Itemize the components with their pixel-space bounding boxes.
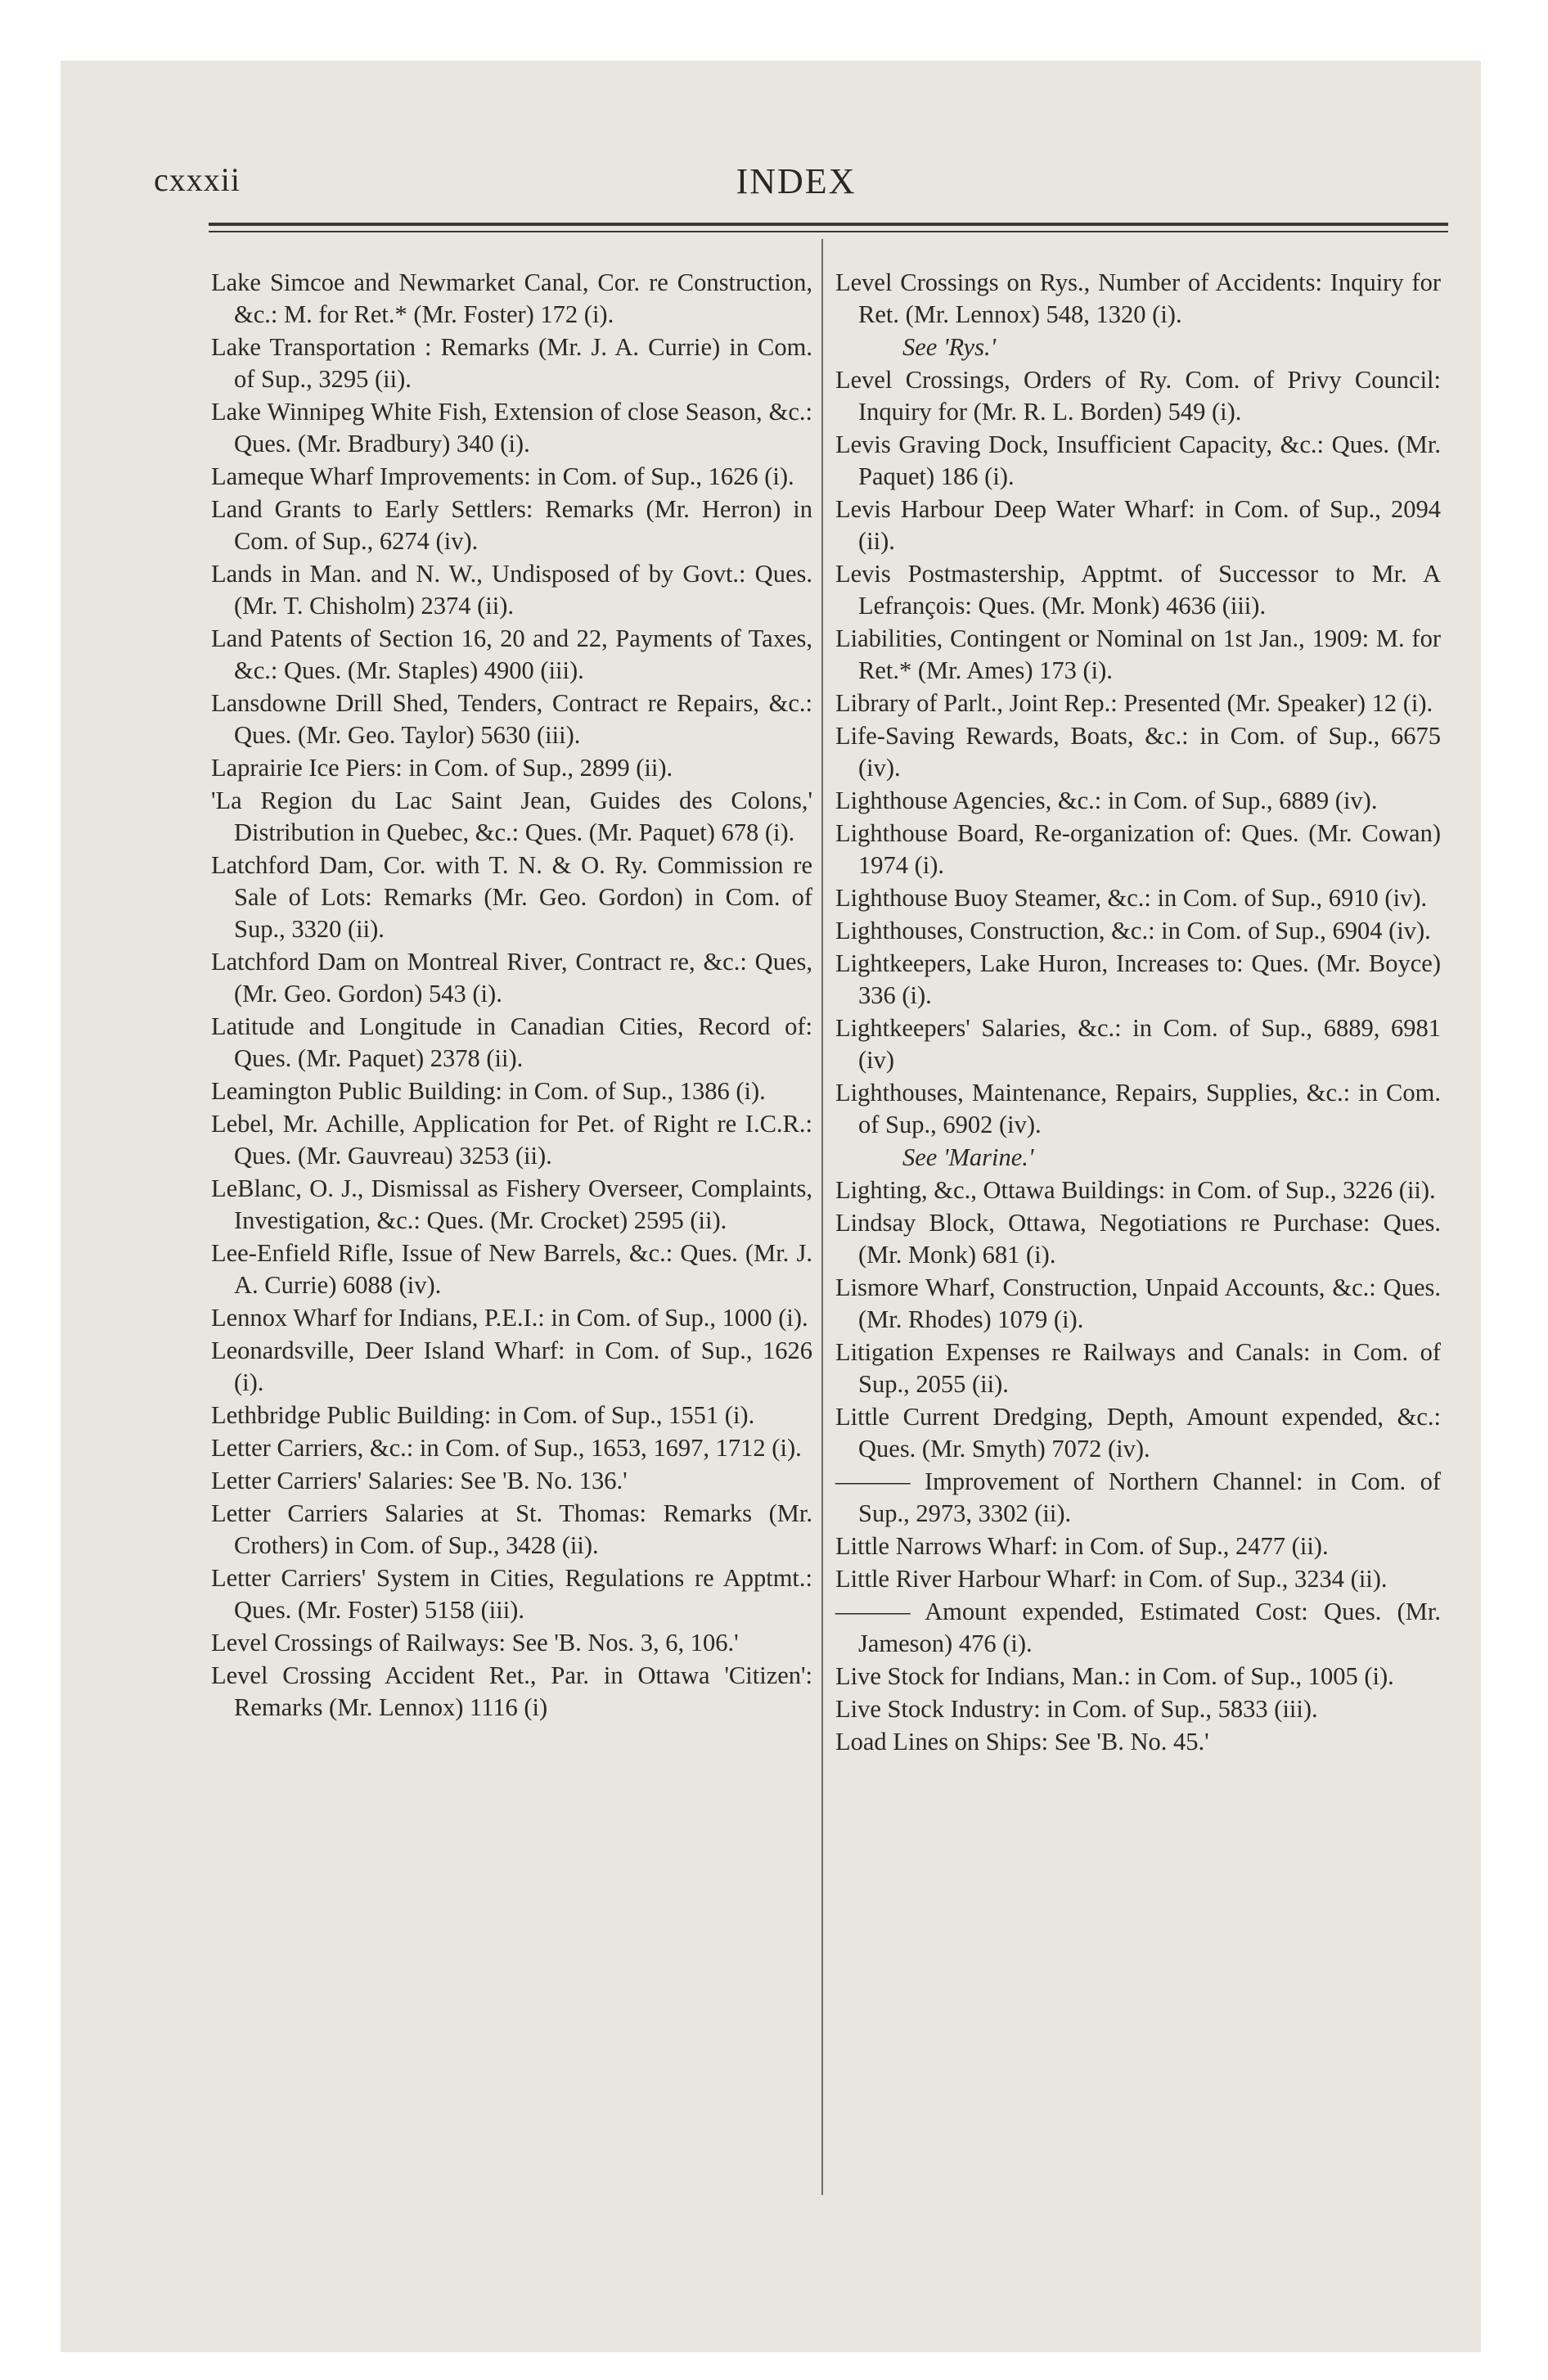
index-entry: Lighthouses, Maintenance, Repairs, Supplies, &c.: in Com. of Sup., 6902 (iv). bbox=[835, 1079, 1441, 1138]
cross-reference: See 'Rys.' bbox=[902, 333, 997, 361]
index-entry: Leonardsville, Deer Island Wharf: in Com. of Sup., 1626 (i). bbox=[211, 1336, 812, 1396]
index-entry: Life-Saving Rewards, Boats, &c.: in Com. of Sup., 6675 (iv). bbox=[835, 722, 1441, 782]
index-entry: Lennox Wharf for Indians, P.E.I.: in Com. of Sup., 1000 (i). bbox=[211, 1304, 808, 1332]
index-entry: Liabilities, Contingent or Nominal on 1st Jan., 1909: M. for Ret.* (Mr. Ames) 173 (i). bbox=[835, 624, 1441, 684]
index-entry: Letter Carriers' Salaries: See 'B. No. 136.' bbox=[211, 1467, 628, 1494]
index-entry: Latchford Dam on Montreal River, Contract re, &c.: Ques, (Mr. Geo. Gordon) 543 (i). bbox=[211, 948, 812, 1007]
index-entry: LeBlanc, O. J., Dismissal as Fishery Overseer, Complaints, Investigation, &c.: Ques. (Mr. Crocket) 2595 (ii). bbox=[211, 1174, 812, 1234]
index-entry: Live Stock Industry: in Com. of Sup., 5833 (iii). bbox=[835, 1695, 1318, 1723]
index-column-right bbox=[835, 267, 1441, 1759]
index-entry: Lighthouse Board, Re-organization of: Ques. (Mr. Cowan) 1974 (i). bbox=[835, 819, 1441, 879]
index-entry: Latchford Dam, Cor. with T. N. & O. Ry. Commission re Sale of Lots: Remarks (Mr. Geo. Gordon) in Com. of Sup., 3320 (ii). bbox=[211, 851, 812, 943]
column-divider bbox=[821, 239, 823, 2195]
index-entry: Lightkeepers' Salaries, &c.: in Com. of Sup., 6889, 6981 (iv) bbox=[835, 1014, 1441, 1074]
index-entry: Lighthouse Buoy Steamer, &c.: in Com. of Sup., 6910 (iv). bbox=[835, 884, 1428, 912]
index-entry: Lebel, Mr. Achille, Application for Pet. of Right re I.C.R.: Ques. (Mr. Gauvreau) 3253 (ii). bbox=[211, 1110, 812, 1170]
index-entry: Letter Carriers, &c.: in Com. of Sup., 1653, 1697, 1712 (i). bbox=[211, 1434, 802, 1462]
index-entry: Level Crossings, Orders of Ry. Com. of Privy Council: Inquiry for (Mr. R. L. Borden) 549 (i). bbox=[835, 366, 1441, 426]
index-entry: 'La Region du Lac Saint Jean, Guides des Colons,' Distribution in Quebec, &c.: Ques. (Mr. Paquet) 678 (i). bbox=[211, 787, 812, 846]
index-entry: Little Current Dredging, Depth, Amount expended, &c.: Ques. (Mr. Smyth) 7072 (iv). bbox=[835, 1403, 1441, 1463]
index-entry: Letter Carriers' System in Cities, Regulations re Apptmt.: Ques. (Mr. Foster) 5158 (iii). bbox=[211, 1564, 812, 1624]
index-entry: Lee-Enfield Rifle, Issue of New Barrels, &c.: Ques. (Mr. J. A. Currie) 6088 (iv). bbox=[211, 1239, 812, 1299]
index-entry: Levis Graving Dock, Insufficient Capacity, &c.: Ques. (Mr. Paquet) 186 (i). bbox=[835, 430, 1441, 490]
page-header bbox=[154, 160, 1438, 201]
index-entry: Lake Transportation : Remarks (Mr. J. A. Currie) in Com. of Sup., 3295 (ii). bbox=[211, 333, 812, 393]
header-rule-thick bbox=[209, 223, 1448, 226]
index-entry: Load Lines on Ships: See 'B. No. 45.' bbox=[835, 1728, 1209, 1756]
index-entry: Land Patents of Section 16, 20 and 22, Payments of Taxes, &c.: Ques. (Mr. Staples) 4900 (iii). bbox=[211, 624, 812, 684]
index-entry: Latitude and Longitude in Canadian Cities, Record of: Ques. (Mr. Paquet) 2378 (ii). bbox=[211, 1012, 812, 1072]
page-title: INDEX bbox=[736, 161, 857, 201]
index-entry: Levis Harbour Deep Water Wharf: in Com. of Sup., 2094 (ii). bbox=[835, 495, 1441, 555]
index-entry: Level Crossings of Railways: See 'B. Nos. 3, 6, 106.' bbox=[211, 1629, 739, 1657]
index-subentry: ——— Improvement of Northern Channel: in Com. of Sup., 2973, 3302 (ii). bbox=[835, 1467, 1441, 1527]
index-entry: Lake Winnipeg White Fish, Extension of close Season, &c.: Ques. (Mr. Bradbury) 340 (i). bbox=[211, 398, 812, 458]
index-entry: Land Grants to Early Settlers: Remarks (Mr. Herron) in Com. of Sup., 6274 (iv). bbox=[211, 495, 812, 555]
index-entry: Live Stock for Indians, Man.: in Com. of Sup., 1005 (i). bbox=[835, 1662, 1394, 1690]
index-entry: Lameque Wharf Improvements: in Com. of Sup., 1626 (i). bbox=[211, 462, 794, 490]
index-entry: Lindsay Block, Ottawa, Negotiations re Purchase: Ques. (Mr. Monk) 681 (i). bbox=[835, 1209, 1441, 1269]
index-entry: Lethbridge Public Building: in Com. of Sup., 1551 (i). bbox=[211, 1401, 755, 1429]
index-entry: Little River Harbour Wharf: in Com. of Sup., 3234 (ii). bbox=[835, 1565, 1388, 1593]
index-entry: Lake Simcoe and Newmarket Canal, Cor. re Construction, &c.: M. for Ret.* (Mr. Foster) 172 (i). bbox=[211, 268, 812, 328]
index-entry: Litigation Expenses re Railways and Canals: in Com. of Sup., 2055 (ii). bbox=[835, 1338, 1441, 1398]
header-rule-thin bbox=[209, 231, 1448, 232]
index-entry: Levis Postmastership, Apptmt. of Successor to Mr. A Lefrançois: Ques. (Mr. Monk) 4636 (iii). bbox=[835, 560, 1441, 620]
index-entry: Letter Carriers Salaries at St. Thomas: Remarks (Mr. Crothers) in Com. of Sup., 3428 (ii). bbox=[211, 1499, 812, 1559]
index-subentry: ——— Amount expended, Estimated Cost: Ques. (Mr. Jameson) 476 (i). bbox=[835, 1598, 1441, 1657]
index-entry: Lighthouse Agencies, &c.: in Com. of Sup., 6889 (iv). bbox=[835, 787, 1378, 814]
index-column-left bbox=[211, 267, 812, 1724]
page-number: cxxxii bbox=[154, 161, 241, 198]
index-entry: Lismore Wharf, Construction, Unpaid Accounts, &c.: Ques. (Mr. Rhodes) 1079 (i). bbox=[835, 1273, 1441, 1333]
index-entry: Leamington Public Building: in Com. of Sup., 1386 (i). bbox=[211, 1077, 766, 1105]
index-entry: Little Narrows Wharf: in Com. of Sup., 2477 (ii). bbox=[835, 1532, 1329, 1560]
index-entry: Laprairie Ice Piers: in Com. of Sup., 2899 (ii). bbox=[211, 754, 673, 782]
index-entry: Lighthouses, Construction, &c.: in Com. of Sup., 6904 (iv). bbox=[835, 917, 1431, 944]
index-entry: Lightkeepers, Lake Huron, Increases to: Ques. (Mr. Boyce) 336 (i). bbox=[835, 949, 1441, 1009]
index-entry: Library of Parlt., Joint Rep.: Presented (Mr. Speaker) 12 (i). bbox=[835, 689, 1433, 717]
index-entry: Level Crossings on Rys., Number of Accidents: Inquiry for Ret. (Mr. Lennox) 548, 1320 (i). bbox=[835, 268, 1441, 328]
index-entry: Lansdowne Drill Shed, Tenders, Contract re Repairs, &c.: Ques. (Mr. Geo. Taylor) 5630 (iii). bbox=[211, 689, 812, 749]
cross-reference: See 'Marine.' bbox=[902, 1143, 1034, 1171]
index-entry: Level Crossing Accident Ret., Par. in Ottawa 'Citizen': Remarks (Mr. Lennox) 1116 (i) bbox=[211, 1661, 812, 1721]
index-entry: Lands in Man. and N. W., Undisposed of by Govt.: Ques. (Mr. T. Chisholm) 2374 (ii). bbox=[211, 560, 812, 620]
index-entry: Lighting, &c., Ottawa Buildings: in Com. of Sup., 3226 (ii). bbox=[835, 1176, 1436, 1204]
